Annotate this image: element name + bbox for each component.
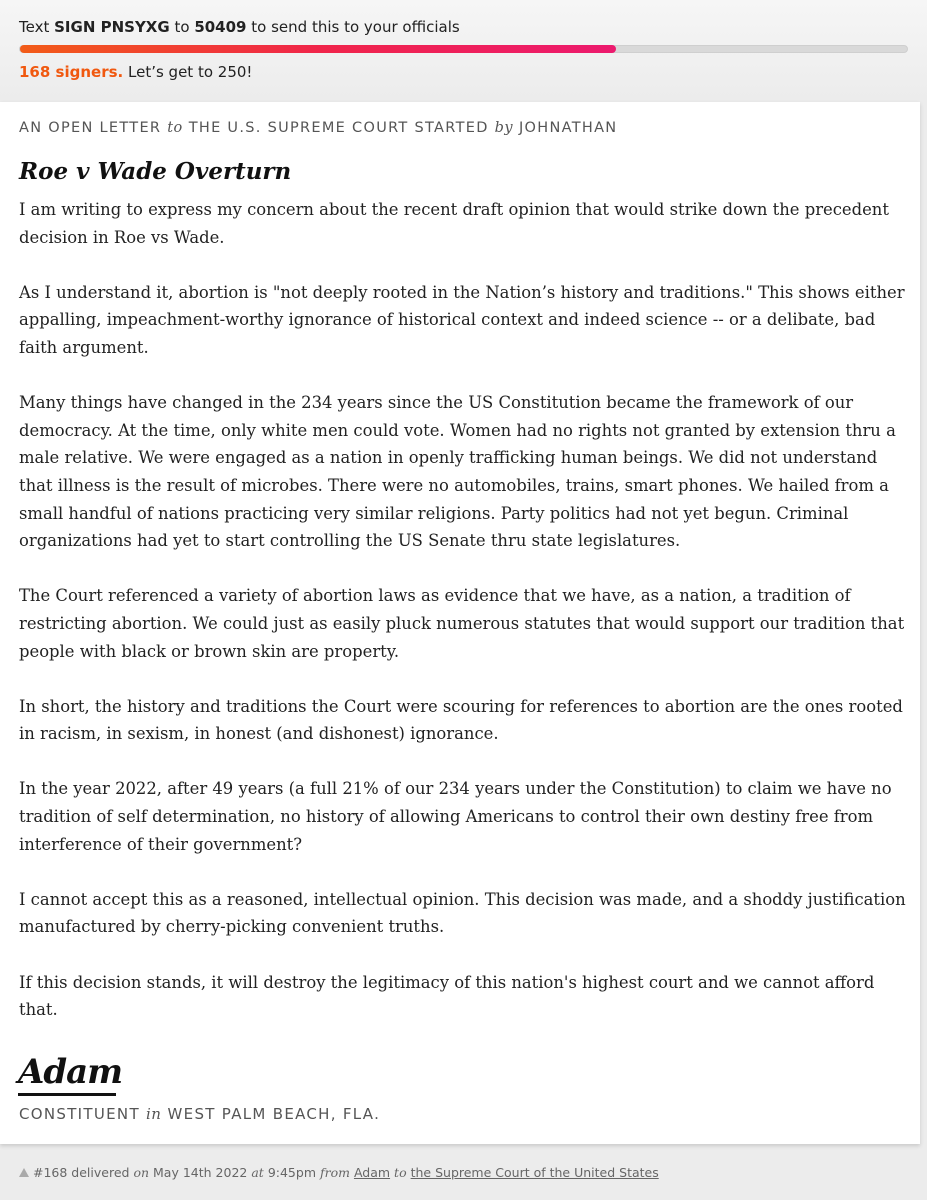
- constituent-in: in: [146, 1105, 162, 1123]
- delivery-date: May 14th 2022: [153, 1165, 248, 1180]
- letter-paragraph: In short, the history and traditions the Court were scouring for references to abortion are the ones rooted in racism, in sexism, in honest (and dishonest) ignorance.: [19, 696, 903, 744]
- triangle-icon: [19, 1168, 29, 1177]
- sms-suffix: to send this to your officials: [251, 18, 460, 36]
- delivery-number: #168 delivered: [33, 1165, 130, 1180]
- sms-to: to: [174, 18, 190, 36]
- letter-card: [0, 102, 920, 1144]
- sender-link[interactable]: Adam: [353, 1165, 391, 1180]
- delivery-footer: [19, 1165, 659, 1180]
- header-recipient: THE U.S. SUPREME COURT STARTED: [188, 120, 489, 136]
- sms-prefix: Text: [19, 18, 50, 36]
- footer-to: to: [394, 1165, 407, 1180]
- signers-count: 168 signers.: [19, 63, 124, 81]
- letter-title: Roe v Wade Overturn: [19, 158, 292, 185]
- signers-goal: [19, 63, 252, 81]
- header-to: to: [167, 120, 183, 136]
- constituent-line: [19, 1105, 380, 1123]
- footer-on: on: [133, 1165, 150, 1180]
- header-by: by: [494, 120, 514, 136]
- letter-paragraph: As I understand it, abortion is "not deeply rooted in the Nation’s history and traditions." This shows either appalling, impeachment-worthy ignorance of historical context and indeed science -- or a delibate, bad faith argument.: [19, 282, 905, 357]
- constituent-prefix: CONSTITUENT: [19, 1105, 140, 1123]
- goal-text: Let’s get to 250!: [128, 63, 253, 81]
- sms-instructions: [19, 18, 460, 36]
- letter-header: [19, 120, 617, 136]
- delivery-time: 9:45pm: [267, 1165, 316, 1180]
- letter-paragraph: I am writing to express my concern about the recent draft opinion that would strike down the precedent decision in Roe vs Wade.: [19, 200, 889, 247]
- header-author: JOHNATHAN: [518, 120, 618, 136]
- sms-keyword: SIGN PNSYXG: [54, 18, 170, 36]
- recipient-link[interactable]: the Supreme Court of the United States: [410, 1165, 659, 1180]
- footer-from: from: [319, 1165, 350, 1180]
- letter-paragraph: Many things have changed in the 234 years since the US Constitution became the framework of our democracy. At the time, only white men could vote. Women had no rights not granted by extension thru a male relative. We were engaged as a nation in openly trafficking human beings. We did not understand that illness is the result of microbes. There were no automobiles, trains, smart phones. We hailed from a small handful of nations practicing very similar religions. Party politics had not yet begun. Criminal organizations had yet to start controlling the US Senate thru state legislatures.: [19, 393, 896, 551]
- letter-paragraph: I cannot accept this as a reasoned, intellectual opinion. This decision was made, and a shoddy justification manufactured by cherry-picking convenient truths.: [19, 889, 906, 937]
- signature-underline: [18, 1093, 116, 1096]
- signers-progress-fill: [20, 45, 616, 53]
- letter-paragraph: The Court referenced a variety of abortion laws as evidence that we have, as a nation, a tradition of restricting abortion. We could just as easily pluck numerous statutes that would support our tradition that people with black or brown skin are property.: [19, 586, 905, 661]
- header-prefix: AN OPEN LETTER: [19, 120, 162, 136]
- letter-paragraph: In the year 2022, after 49 years (a full 21% of our 234 years under the Constitution) to claim we have no tradition of self determination, no history of allowing Americans to control their own destiny free from interference of their government?: [19, 779, 892, 854]
- sms-number: 50409: [194, 18, 247, 36]
- letter-paragraph: If this decision stands, it will destroy the legitimacy of this nation's highest court and we cannot afford that.: [19, 972, 875, 1020]
- sms-banner: [0, 0, 927, 100]
- signature: Adam: [18, 1052, 123, 1092]
- constituent-location: WEST PALM BEACH, FLA.: [167, 1105, 381, 1123]
- signers-progress-bar: [19, 45, 908, 53]
- letter-body: [19, 196, 914, 1051]
- footer-at: at: [251, 1165, 264, 1180]
